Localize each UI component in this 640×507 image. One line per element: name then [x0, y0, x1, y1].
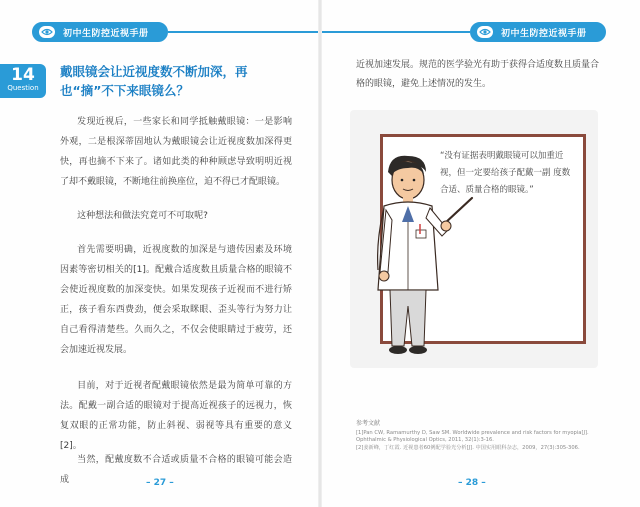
header-tag-left-label: 初中生防控近视手册	[63, 28, 149, 39]
header-tag-right	[470, 22, 606, 42]
question-badge	[0, 64, 46, 98]
header-rule-right	[322, 31, 470, 33]
paragraph-3: 首先需要明确，近视度数的加深是与遗传因素及环境因素等密切相关的[1]。配戴合适度数且质量合格的眼镜不会使近视度数的加深变快。如果发现孩子近视而不进行矫正，孩子看东西费劲，便会采取眯眼、歪头等行为努力让自己看得清楚些。久而久之，不仅会使眼睛过于疲劳，还会加速近视发展。	[60, 245, 292, 355]
reference-item: [1]Pan CW, Ramamurthy D, Saw SM. Worldwide prevalence and risk factors for myopia[J]. Ophthalmic & Physiological Optics, 2011, 32(1):3-16.	[356, 429, 589, 444]
header-rule-left	[168, 31, 318, 33]
references-title: 参考文献	[356, 420, 381, 427]
question-title: 戴眼镜会让近视度数不断加深，再也“摘”不下来眼镜么？	[60, 64, 248, 98]
eye-icon	[39, 26, 55, 38]
continuation-text: 近视加速发展。规范的医学验光有助于获得合适度数且质量合格的眼镜，避免上述情况的发生。	[356, 60, 600, 89]
teacher-illustration	[356, 150, 476, 364]
paragraph-5: 当然，配戴度数不合适或质量不合格的眼镜可能会造成	[60, 455, 292, 485]
question-number: 14	[11, 65, 35, 85]
paragraph-1: 发现近视后，一些家长和同学抵触戴眼镜：一是影响外观，二是根深蒂固地认为戴眼镜会让近视度数加深得更快，再也摘不下来了。诸如此类的种种顾虑导致明明近视了却不戴眼镜，不断地往前换座位，迫不得已才配眼镜。	[60, 117, 292, 187]
board-quote: “没有证据表明戴眼镜可以加重近视，但一定要给孩子配戴一副 度数合适、质量合格的眼镜。”	[440, 151, 571, 195]
references	[356, 420, 602, 452]
header-tag-right-label: 初中生防控近视手册	[501, 28, 587, 39]
book-gutter	[318, 0, 322, 507]
paragraph-4: 目前，对于近视者配戴眼镜依然是最为简单可靠的方法。配戴一副合适的眼镜对于提高近视孩子的远视力，恢复双眼的正常功能，防止斜视、弱视等具有重要的意义[2]。	[60, 381, 292, 451]
paragraph-2: 这种想法和做法究竟可不可取呢?	[77, 211, 208, 221]
pointer-stick	[444, 198, 472, 224]
reference-item: [2]姜新峰，丁红霞. 近视患者60例配学验光分析[J]. 中国实用眼科杂志，2009，27(3):305-306.	[356, 444, 580, 451]
page-number-left: – 27 –	[146, 478, 174, 488]
header-tag-left	[32, 22, 168, 42]
question-word: Question	[7, 84, 39, 92]
eye-icon	[477, 26, 493, 38]
page-number-right: – 28 –	[458, 478, 486, 488]
